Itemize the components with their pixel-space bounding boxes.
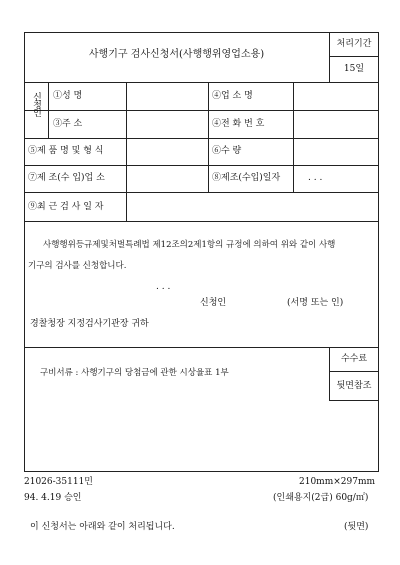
form-title: 사행기구 검사신청서(사행행위영업소용) bbox=[88, 49, 265, 60]
fee-label: 수수료 bbox=[340, 354, 368, 364]
required-documents: 구비서류 : 사행기구의 당첨금에 관한 시상율표 1부 bbox=[40, 368, 229, 378]
manufacture-date-field[interactable]: . . . bbox=[308, 173, 323, 183]
manufacturer-field[interactable] bbox=[127, 166, 207, 191]
applicant-label: 신청인 bbox=[31, 92, 41, 116]
business-name-label: ④업 소 명 bbox=[212, 91, 253, 101]
product-label: ⑤제 품 명 및 형 식 bbox=[28, 146, 104, 156]
application-date[interactable]: . . . bbox=[156, 282, 171, 292]
processing-note: 이 신청서는 아래와 같이 처리됩니다. bbox=[30, 522, 175, 532]
name-label: ①성 명 bbox=[53, 91, 83, 101]
name-field[interactable] bbox=[127, 83, 207, 109]
manufacturer-label: ⑦제 조(수 입)업 소 bbox=[28, 173, 105, 183]
manufacture-date-label: ⑧제조(수입)일자 bbox=[212, 173, 281, 183]
fee-value: 뒷면참조 bbox=[336, 381, 372, 391]
last-inspection-field[interactable] bbox=[127, 193, 378, 220]
signer-label: 신청인 bbox=[200, 298, 227, 308]
approval-date: 94. 4.19 승인 bbox=[24, 493, 82, 503]
phone-label: ④전 화 번 호 bbox=[212, 119, 265, 129]
phone-field[interactable] bbox=[294, 111, 378, 137]
last-inspection-label: ⑨최 근 검 사 일 자 bbox=[28, 202, 104, 212]
quantity-field[interactable] bbox=[294, 139, 378, 164]
signature-hint: (서명 또는 인) bbox=[287, 298, 344, 308]
paper-type: (인쇄용지(2급) 60g/㎡) bbox=[273, 493, 369, 503]
back-side-note: (뒷면) bbox=[344, 522, 369, 532]
quantity-label: ⑥수 량 bbox=[212, 146, 242, 156]
processing-period-label: 처리기간 bbox=[336, 39, 372, 49]
product-field[interactable] bbox=[127, 139, 207, 164]
business-name-field[interactable] bbox=[294, 83, 378, 109]
paper-size: 210mm×297mm bbox=[299, 477, 376, 487]
form-number: 21026-35111민 bbox=[24, 477, 93, 487]
statement-line-2: 기구의 검사를 신청합니다. bbox=[28, 261, 127, 271]
processing-period-value: 15일 bbox=[343, 64, 365, 74]
statement-line-1: 사행행위등규제및처벌특례법 제12조의2제1항의 규정에 의하여 위와 같이 사행 bbox=[43, 240, 336, 250]
address-label: ③주 소 bbox=[53, 119, 83, 129]
recipient: 경찰청장 지정검사기관장 귀하 bbox=[30, 319, 149, 329]
address-field[interactable] bbox=[127, 111, 207, 137]
